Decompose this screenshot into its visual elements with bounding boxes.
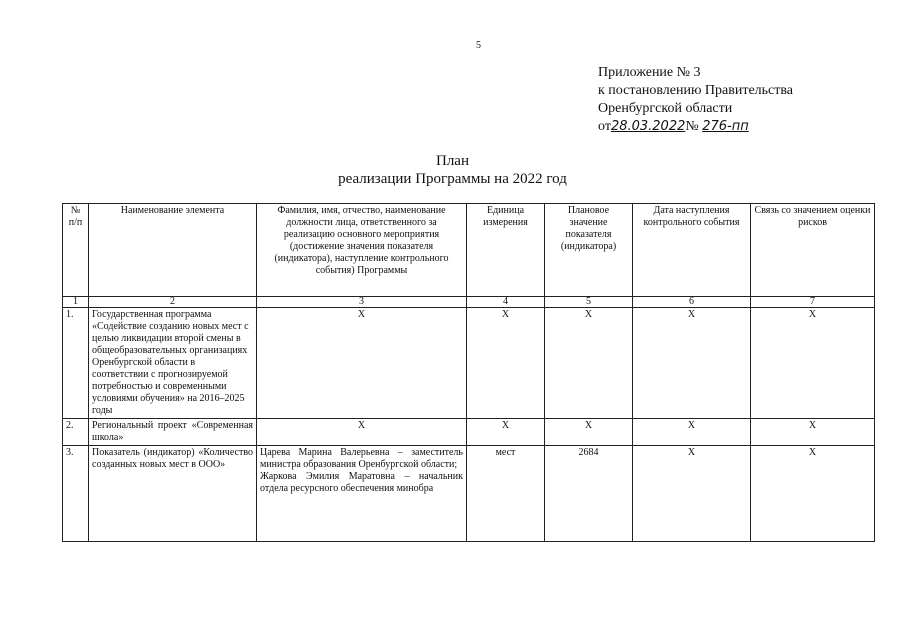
header-element-name: Наименование элемента — [89, 204, 257, 297]
row-risk-link: Х — [751, 419, 875, 446]
row-responsible — [257, 446, 467, 542]
column-number: 3 — [257, 297, 467, 308]
handwritten-date: 28.03.2022 — [610, 119, 686, 134]
row-number: 2. — [63, 419, 89, 446]
plan-table — [62, 203, 875, 542]
header-event-date: Дата наступления контрольного события — [633, 204, 751, 297]
header-risk-link: Связь со значением оценки рисков — [751, 204, 875, 297]
column-number: 6 — [633, 297, 751, 308]
row-number: 1. — [63, 308, 89, 419]
column-number: 5 — [545, 297, 633, 308]
header-plan-value: Плановое значение показателя (индикатора) — [545, 204, 633, 297]
appendix-header — [598, 64, 793, 136]
row-element-name: Показатель (индикатор) «Количество созданных новых мест в ООО» — [89, 446, 257, 542]
table-row — [63, 419, 875, 446]
row-unit: Х — [467, 419, 545, 446]
table-row — [63, 446, 875, 542]
number-prefix: № — [685, 119, 699, 134]
appendix-title: Приложение № 3 — [598, 65, 701, 80]
handwritten-number: 276-пп — [702, 119, 749, 134]
row-risk-link: Х — [751, 446, 875, 542]
column-number: 7 — [751, 297, 875, 308]
document-title: План — [435, 153, 469, 169]
header-number: № п/п — [63, 204, 89, 297]
column-number: 1 — [63, 297, 89, 308]
row-plan-value: Х — [545, 308, 633, 419]
row-unit: Х — [467, 308, 545, 419]
responsible-person-1: Царева Марина Валерьевна – заместитель министра образования Оренбургской области; — [260, 447, 463, 470]
page-number: 5 — [476, 40, 481, 51]
document-subtitle: реализации Программы на 2022 год — [338, 171, 567, 187]
row-event-date: Х — [633, 419, 751, 446]
row-plan-value: 2684 — [545, 446, 633, 542]
row-responsible: Х — [257, 308, 467, 419]
responsible-person-2: Жаркова Эмилия Маратовна – начальник отдела ресурсного обеспечения минобра — [260, 471, 463, 494]
row-responsible: Х — [257, 419, 467, 446]
row-number: 3. — [63, 446, 89, 542]
column-number: 2 — [89, 297, 257, 308]
appendix-line-3: Оренбургской области — [598, 101, 733, 116]
row-event-date: Х — [633, 308, 751, 419]
table-row — [63, 308, 875, 419]
row-plan-value: Х — [545, 419, 633, 446]
date-prefix: от — [598, 119, 611, 134]
row-event-date: Х — [633, 446, 751, 542]
header-responsible: Фамилия, имя, отчество, наименование должности лица, ответственного за реализацию основного мероприятия (достижение значения показателя (индикатора), наступление контрольного события) Программы — [257, 204, 467, 297]
header-unit: Единица измерения — [467, 204, 545, 297]
row-risk-link: Х — [751, 308, 875, 419]
column-number-row — [63, 297, 875, 308]
table-header-row — [63, 204, 875, 297]
appendix-date-line — [598, 118, 793, 136]
row-element-name: Государственная программа «Содействие созданию новых мест с целью ликвидации второй смены в общеобразовательных организациях Оренбургской области в соответствии с прогнозируемой потребностью и современными условиями обучения» на 2016–2025 годы — [89, 308, 257, 419]
appendix-line-2: к постановлению Правительства — [598, 83, 794, 98]
row-element-name: Региональный проект «Современная школа» — [89, 419, 257, 446]
row-unit: мест — [467, 446, 545, 542]
column-number: 4 — [467, 297, 545, 308]
